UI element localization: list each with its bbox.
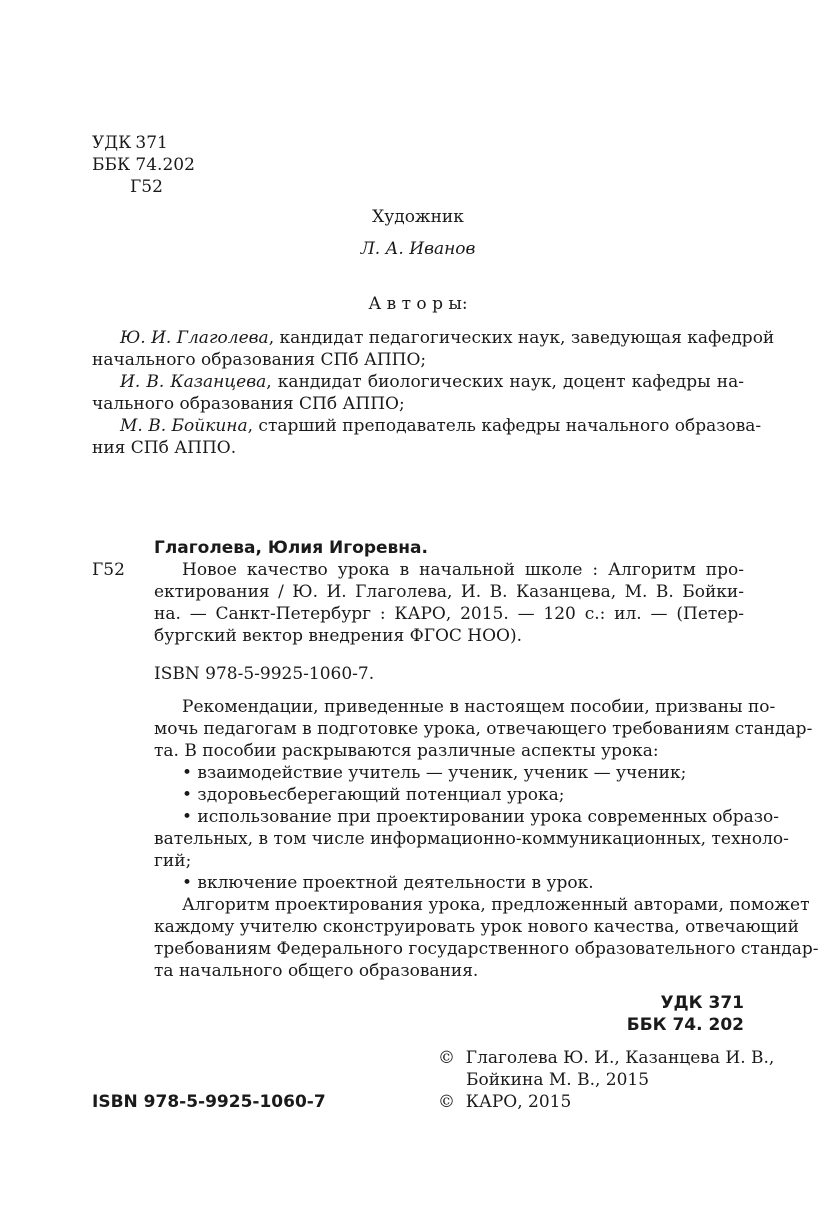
bbk-label: ББК — [92, 155, 131, 175]
annotation-line: гий; — [154, 851, 192, 871]
annotation-line: та начального общего образования. — [154, 961, 479, 981]
annotation-line: мочь педагогам в подготовке урока, отвечающего требованиям стандар- — [154, 719, 813, 739]
artist-name: Л. А. Иванов — [360, 239, 476, 259]
annotation-bullet: • использование при проектировании урока современных образо- — [182, 807, 780, 827]
catalog-isbn: ISBN 978-5-9925-1060-7. — [154, 664, 375, 684]
udk-label: УДК — [92, 133, 132, 153]
artist-heading: Художник — [372, 207, 464, 227]
copyright-authors-year: Бойкина М. В., 2015 — [466, 1070, 650, 1090]
author-line: начального образования СПб АППО; — [92, 350, 427, 370]
catalog-line: Новое качество урока в начальной школе : Алгоритм про- — [182, 560, 744, 580]
annotation-line: Рекомендации, приведенные в настоящем пособии, призваны по- — [182, 697, 776, 717]
author-line: ния СПб АППО. — [92, 438, 237, 458]
annotation-line: каждому учителю сконструировать урок нового качества, отвечающий — [154, 917, 799, 937]
udk-value: 371 — [135, 133, 168, 153]
author-line: М. В. Бойкина, старший преподаватель кафедры начального образова- — [120, 416, 762, 436]
catalog-mark: Г52 — [92, 560, 125, 580]
footer-udk: УДК 371 — [660, 993, 744, 1013]
author-mark: Г52 — [130, 177, 163, 197]
author-name: И. В. Казанцева — [120, 372, 267, 392]
copyright-authors: © Глаголева Ю. И., Казанцева И. В., — [438, 1048, 775, 1068]
author-line: чального образования СПб АППО; — [92, 394, 405, 414]
footer-bbk: ББК 74. 202 — [626, 1015, 744, 1035]
author-line: И. В. Казанцева, кандидат биологических наук, доцент кафедры на- — [120, 372, 744, 392]
annotation-line: вательных, в том числе информационно-коммуникационных, техноло- — [154, 829, 789, 849]
bbk-line — [92, 154, 195, 176]
catalog-line: на. — Санкт-Петербург : КАРО, 2015. — 120 с.: ил. — (Петер- — [154, 604, 744, 624]
annotation-bullet: • включение проектной деятельности в урок. — [182, 873, 594, 893]
annotation-bullet: • здоровьесберегающий потенциал урока; — [182, 785, 565, 805]
footer-isbn: ISBN 978-5-9925-1060-7 — [92, 1092, 326, 1112]
catalog-line: ектирования / Ю. И. Глаголева, И. В. Казанцева, М. В. Бойки- — [154, 582, 744, 602]
authors-heading: А в т о р ы: — [368, 294, 468, 314]
catalog-heading: Глаголева, Юлия Игоревна. — [154, 538, 428, 558]
catalog-line: бургский вектор внедрения ФГОС НОО). — [154, 626, 523, 646]
annotation-line: требованиям Федерального государственного образовательного стандар- — [154, 939, 819, 959]
annotation-line: та. В пособии раскрываются различные аспекты урока: — [154, 741, 659, 761]
author-name: М. В. Бойкина — [120, 416, 248, 436]
bbk-value: 74.202 — [135, 155, 195, 175]
author-line: Ю. И. Глаголева, кандидат педагогических наук, заведующая кафедрой — [120, 328, 775, 348]
annotation-line: Алгоритм проектирования урока, предложенный авторами, поможет — [182, 895, 810, 915]
annotation-bullet: • взаимодействие учитель — ученик, ученик — ученик; — [182, 763, 687, 783]
copyright-publisher: © КАРО, 2015 — [438, 1092, 572, 1112]
author-name: Ю. И. Глаголева — [120, 328, 269, 348]
udk-line — [92, 132, 168, 154]
